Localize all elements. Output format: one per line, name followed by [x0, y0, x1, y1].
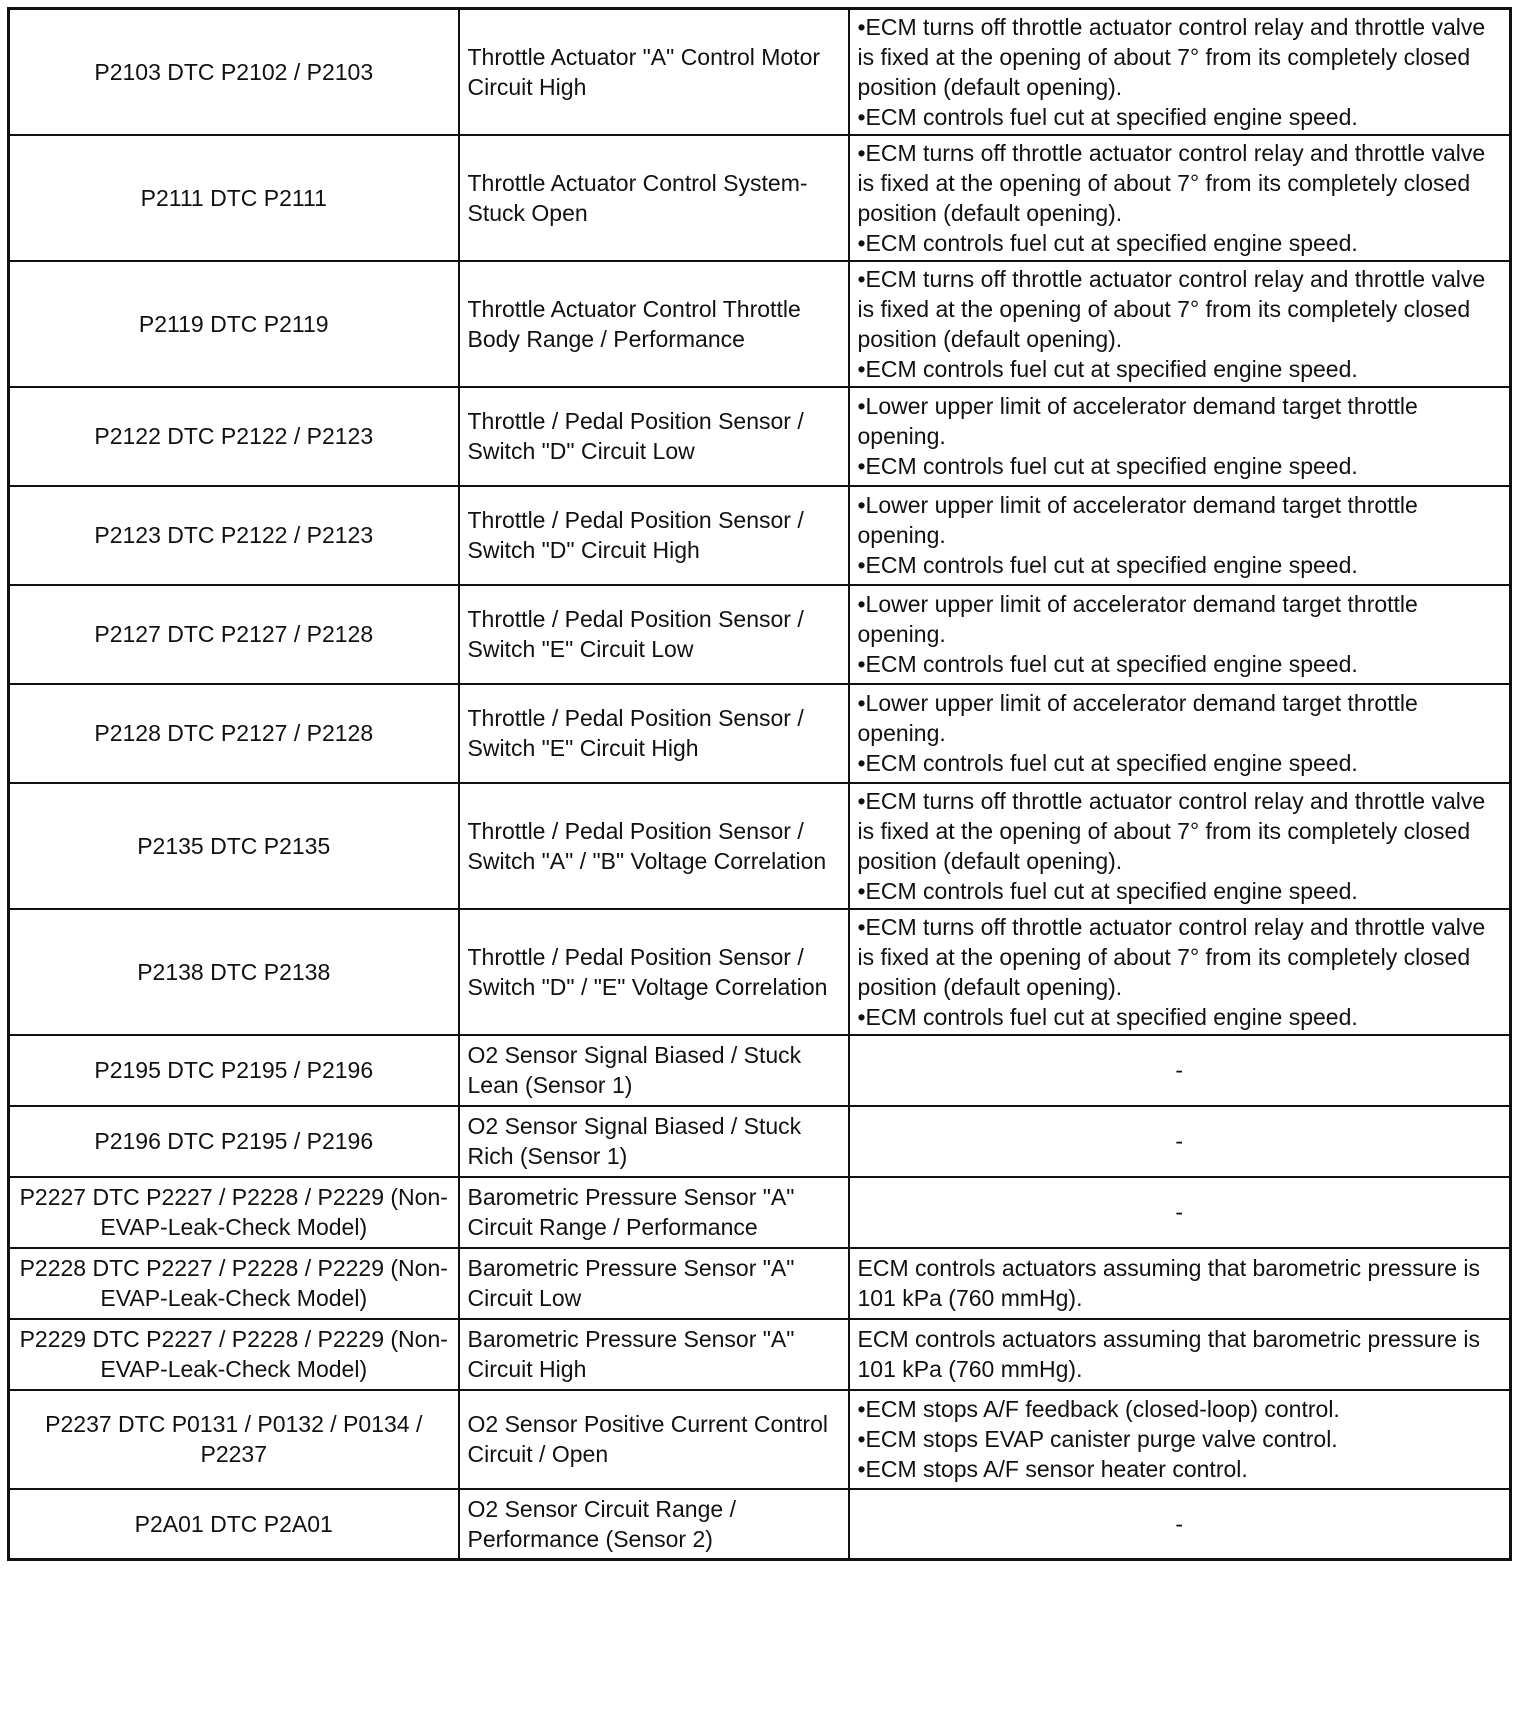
table-row [9, 1177, 1511, 1248]
fail-safe-action-line: ECM controls actuators assuming that barometric pressure is 101 kPa (760 mmHg). [857, 1255, 1481, 1311]
dtc-code-cell: P2237 DTC P0131 / P0132 / P0134 / P2237 [9, 1390, 459, 1489]
fail-safe-action-cell [849, 1248, 1511, 1319]
table-row [9, 1489, 1511, 1560]
fail-safe-action-cell [849, 909, 1511, 1035]
dtc-table [7, 7, 1512, 1561]
detected-item-cell: Barometric Pressure Sensor "A" Circuit Low [459, 1248, 849, 1319]
detected-item-cell: Barometric Pressure Sensor "A" Circuit High [459, 1319, 849, 1390]
fail-safe-action-line: - [1175, 1128, 1184, 1154]
fail-safe-action-line: •ECM controls fuel cut at specified engine speed. [857, 103, 1358, 130]
dtc-table-body [9, 9, 1511, 1560]
table-row [9, 1106, 1511, 1177]
fail-safe-action-cell [849, 387, 1511, 486]
detected-item-cell: Throttle Actuator "A" Control Motor Circuit High [459, 9, 849, 135]
dtc-code-cell: P2A01 DTC P2A01 [9, 1489, 459, 1560]
fail-safe-action-line: - [1175, 1199, 1184, 1225]
fail-safe-action-line: •ECM turns off throttle actuator control relay and throttle valve is fixed at the opening of about 7° from its completely closed position (default opening). [857, 787, 1486, 874]
fail-safe-action-line: •Lower upper limit of accelerator demand target throttle opening. [857, 690, 1418, 746]
table-row [9, 909, 1511, 1035]
table-row [9, 135, 1511, 261]
fail-safe-action-line: •ECM controls fuel cut at specified engine speed. [857, 651, 1358, 677]
detected-item-cell: Throttle / Pedal Position Sensor / Switch "D" Circuit High [459, 486, 849, 585]
table-row [9, 783, 1511, 909]
table-row [9, 1319, 1511, 1390]
dtc-code-cell: P2196 DTC P2195 / P2196 [9, 1106, 459, 1177]
detected-item-cell: Throttle Actuator Control Throttle Body Range / Performance [459, 261, 849, 387]
fail-safe-action-line: •ECM controls fuel cut at specified engine speed. [857, 229, 1358, 256]
detected-item-cell: Throttle Actuator Control System-Stuck Open [459, 135, 849, 261]
fail-safe-action-cell [849, 1489, 1511, 1560]
fail-safe-action-line: •ECM stops EVAP canister purge valve control. [857, 1426, 1338, 1452]
dtc-code-cell: P2135 DTC P2135 [9, 783, 459, 909]
fail-safe-action-line: •Lower upper limit of accelerator demand target throttle opening. [857, 492, 1418, 548]
dtc-code-cell: P2138 DTC P2138 [9, 909, 459, 1035]
fail-safe-action-line: - [1175, 1510, 1184, 1537]
table-row [9, 486, 1511, 585]
fail-safe-action-line: •ECM controls fuel cut at specified engine speed. [857, 453, 1358, 479]
dtc-code-cell: P2127 DTC P2127 / P2128 [9, 585, 459, 684]
detected-item-cell: Throttle / Pedal Position Sensor / Switch "A" / "B" Voltage Correlation [459, 783, 849, 909]
detected-item-cell: Throttle / Pedal Position Sensor / Switch "E" Circuit High [459, 684, 849, 783]
dtc-code-cell: P2227 DTC P2227 / P2228 / P2229 (Non-EVAP-Leak-Check Model) [9, 1177, 459, 1248]
dtc-code-cell: P2111 DTC P2111 [9, 135, 459, 261]
fail-safe-action-line: •ECM controls fuel cut at specified engine speed. [857, 750, 1358, 776]
fail-safe-action-line: •ECM controls fuel cut at specified engine speed. [857, 355, 1358, 382]
fail-safe-action-cell [849, 261, 1511, 387]
table-row [9, 387, 1511, 486]
table-row [9, 1248, 1511, 1319]
table-row [9, 9, 1511, 135]
table-row [9, 684, 1511, 783]
fail-safe-action-line: •ECM stops A/F sensor heater control. [857, 1456, 1248, 1482]
fail-safe-action-line: ECM controls actuators assuming that barometric pressure is 101 kPa (760 mmHg). [857, 1326, 1481, 1382]
table-row [9, 585, 1511, 684]
fail-safe-action-line: •ECM controls fuel cut at specified engine speed. [857, 1003, 1358, 1030]
detected-item-cell: O2 Sensor Circuit Range / Performance (Sensor 2) [459, 1489, 849, 1560]
fail-safe-action-cell [849, 684, 1511, 783]
fail-safe-action-line: •ECM stops A/F feedback (closed-loop) control. [857, 1396, 1340, 1422]
fail-safe-action-cell [849, 585, 1511, 684]
detected-item-cell: O2 Sensor Signal Biased / Stuck Lean (Sensor 1) [459, 1035, 849, 1106]
table-row [9, 261, 1511, 387]
dtc-code-cell: P2123 DTC P2122 / P2123 [9, 486, 459, 585]
dtc-code-cell: P2122 DTC P2122 / P2123 [9, 387, 459, 486]
dtc-code-cell: P2195 DTC P2195 / P2196 [9, 1035, 459, 1106]
dtc-code-cell: P2229 DTC P2227 / P2228 / P2229 (Non-EVAP-Leak-Check Model) [9, 1319, 459, 1390]
fail-safe-action-cell [849, 1106, 1511, 1177]
fail-safe-action-cell [849, 783, 1511, 909]
fail-safe-action-cell [849, 1390, 1511, 1489]
fail-safe-action-cell [849, 486, 1511, 585]
dtc-code-cell: P2128 DTC P2127 / P2128 [9, 684, 459, 783]
fail-safe-action-cell [849, 1319, 1511, 1390]
fail-safe-action-line: - [1175, 1057, 1184, 1083]
table-row [9, 1390, 1511, 1489]
detected-item-cell: Throttle / Pedal Position Sensor / Switch "D" / "E" Voltage Correlation [459, 909, 849, 1035]
fail-safe-action-cell [849, 1035, 1511, 1106]
fail-safe-action-line: •Lower upper limit of accelerator demand target throttle opening. [857, 393, 1418, 449]
fail-safe-action-cell [849, 135, 1511, 261]
fail-safe-action-line: •ECM turns off throttle actuator control relay and throttle valve is fixed at the opening of about 7° from its completely closed position (default opening). [857, 139, 1486, 226]
table-row [9, 1035, 1511, 1106]
dtc-code-cell: P2228 DTC P2227 / P2228 / P2229 (Non-EVAP-Leak-Check Model) [9, 1248, 459, 1319]
fail-safe-action-line: •ECM turns off throttle actuator control relay and throttle valve is fixed at the opening of about 7° from its completely closed position (default opening). [857, 913, 1486, 1000]
fail-safe-action-line: •Lower upper limit of accelerator demand target throttle opening. [857, 591, 1418, 647]
detected-item-cell: Throttle / Pedal Position Sensor / Switch "E" Circuit Low [459, 585, 849, 684]
detected-item-cell: Throttle / Pedal Position Sensor / Switch "D" Circuit Low [459, 387, 849, 486]
fail-safe-action-line: •ECM controls fuel cut at specified engine speed. [857, 552, 1358, 578]
fail-safe-action-line: •ECM turns off throttle actuator control relay and throttle valve is fixed at the opening of about 7° from its completely closed position (default opening). [857, 265, 1486, 352]
detected-item-cell: Barometric Pressure Sensor "A" Circuit Range / Performance [459, 1177, 849, 1248]
fail-safe-action-line: •ECM turns off throttle actuator control relay and throttle valve is fixed at the opening of about 7° from its completely closed position (default opening). [857, 13, 1486, 100]
dtc-code-cell: P2103 DTC P2102 / P2103 [9, 9, 459, 135]
dtc-code-cell: P2119 DTC P2119 [9, 261, 459, 387]
detected-item-cell: O2 Sensor Positive Current Control Circuit / Open [459, 1390, 849, 1489]
fail-safe-action-line: •ECM controls fuel cut at specified engine speed. [857, 877, 1358, 904]
fail-safe-action-cell [849, 9, 1511, 135]
fail-safe-action-cell [849, 1177, 1511, 1248]
detected-item-cell: O2 Sensor Signal Biased / Stuck Rich (Sensor 1) [459, 1106, 849, 1177]
